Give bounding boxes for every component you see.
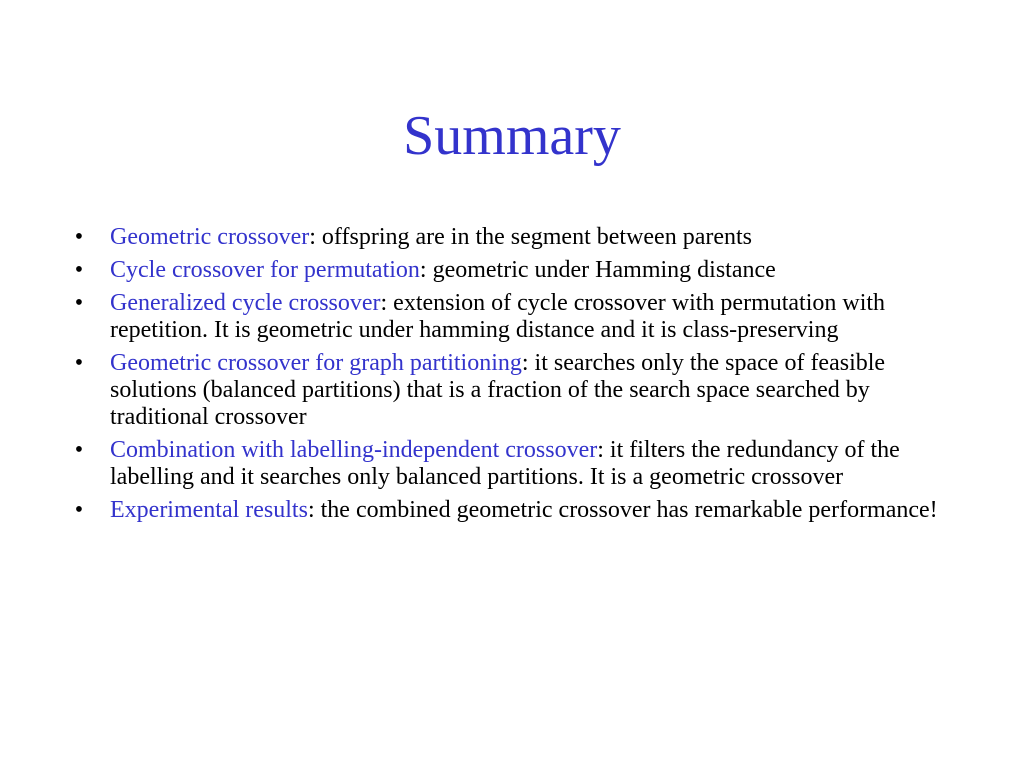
bullet-description: : geometric under Hamming distance bbox=[419, 257, 776, 283]
bullet-term: Combination with labelling-independent crossover bbox=[110, 437, 598, 463]
bullet-icon: • bbox=[74, 350, 84, 376]
bullet-icon: • bbox=[74, 224, 84, 250]
bullet-item-geometric-crossover bbox=[72, 224, 972, 251]
bullet-term: Geometric crossover for graph partitioning bbox=[110, 350, 522, 376]
bullet-description: : it searches only the space of feasible solutions (balanced partitions) that is a fraction of the search space searched by traditional crossover bbox=[110, 350, 886, 430]
bullet-icon: • bbox=[74, 497, 84, 523]
bullet-description: : offspring are in the segment between parents bbox=[309, 224, 753, 250]
bullet-item-cycle-crossover bbox=[72, 257, 972, 284]
bullet-term: Experimental results bbox=[110, 497, 308, 523]
bullet-term: Geometric crossover bbox=[110, 224, 310, 250]
bullet-description: : extension of cycle crossover with permutation with repetition. It is geometric under hamming distance and it is class-preserving bbox=[110, 290, 886, 343]
bullet-list bbox=[72, 224, 972, 530]
bullet-icon: • bbox=[74, 257, 84, 283]
bullet-item-graph-partitioning bbox=[72, 350, 972, 431]
bullet-item-experimental-results bbox=[72, 497, 972, 524]
bullet-description: : the combined geometric crossover has remarkable performance! bbox=[307, 497, 938, 523]
slide-title: Summary bbox=[403, 105, 621, 167]
bullet-item-generalized-cycle-crossover bbox=[72, 290, 972, 344]
bullet-description: : it filters the redundancy of the labelling and it searches only balanced partitions. It is a geometric crossover bbox=[110, 437, 900, 490]
bullet-term: Generalized cycle crossover bbox=[110, 290, 381, 316]
bullet-term: Cycle crossover for permutation bbox=[110, 257, 420, 283]
bullet-icon: • bbox=[74, 437, 84, 463]
bullet-icon: • bbox=[74, 290, 84, 316]
bullet-item-labelling-independent bbox=[72, 437, 972, 491]
